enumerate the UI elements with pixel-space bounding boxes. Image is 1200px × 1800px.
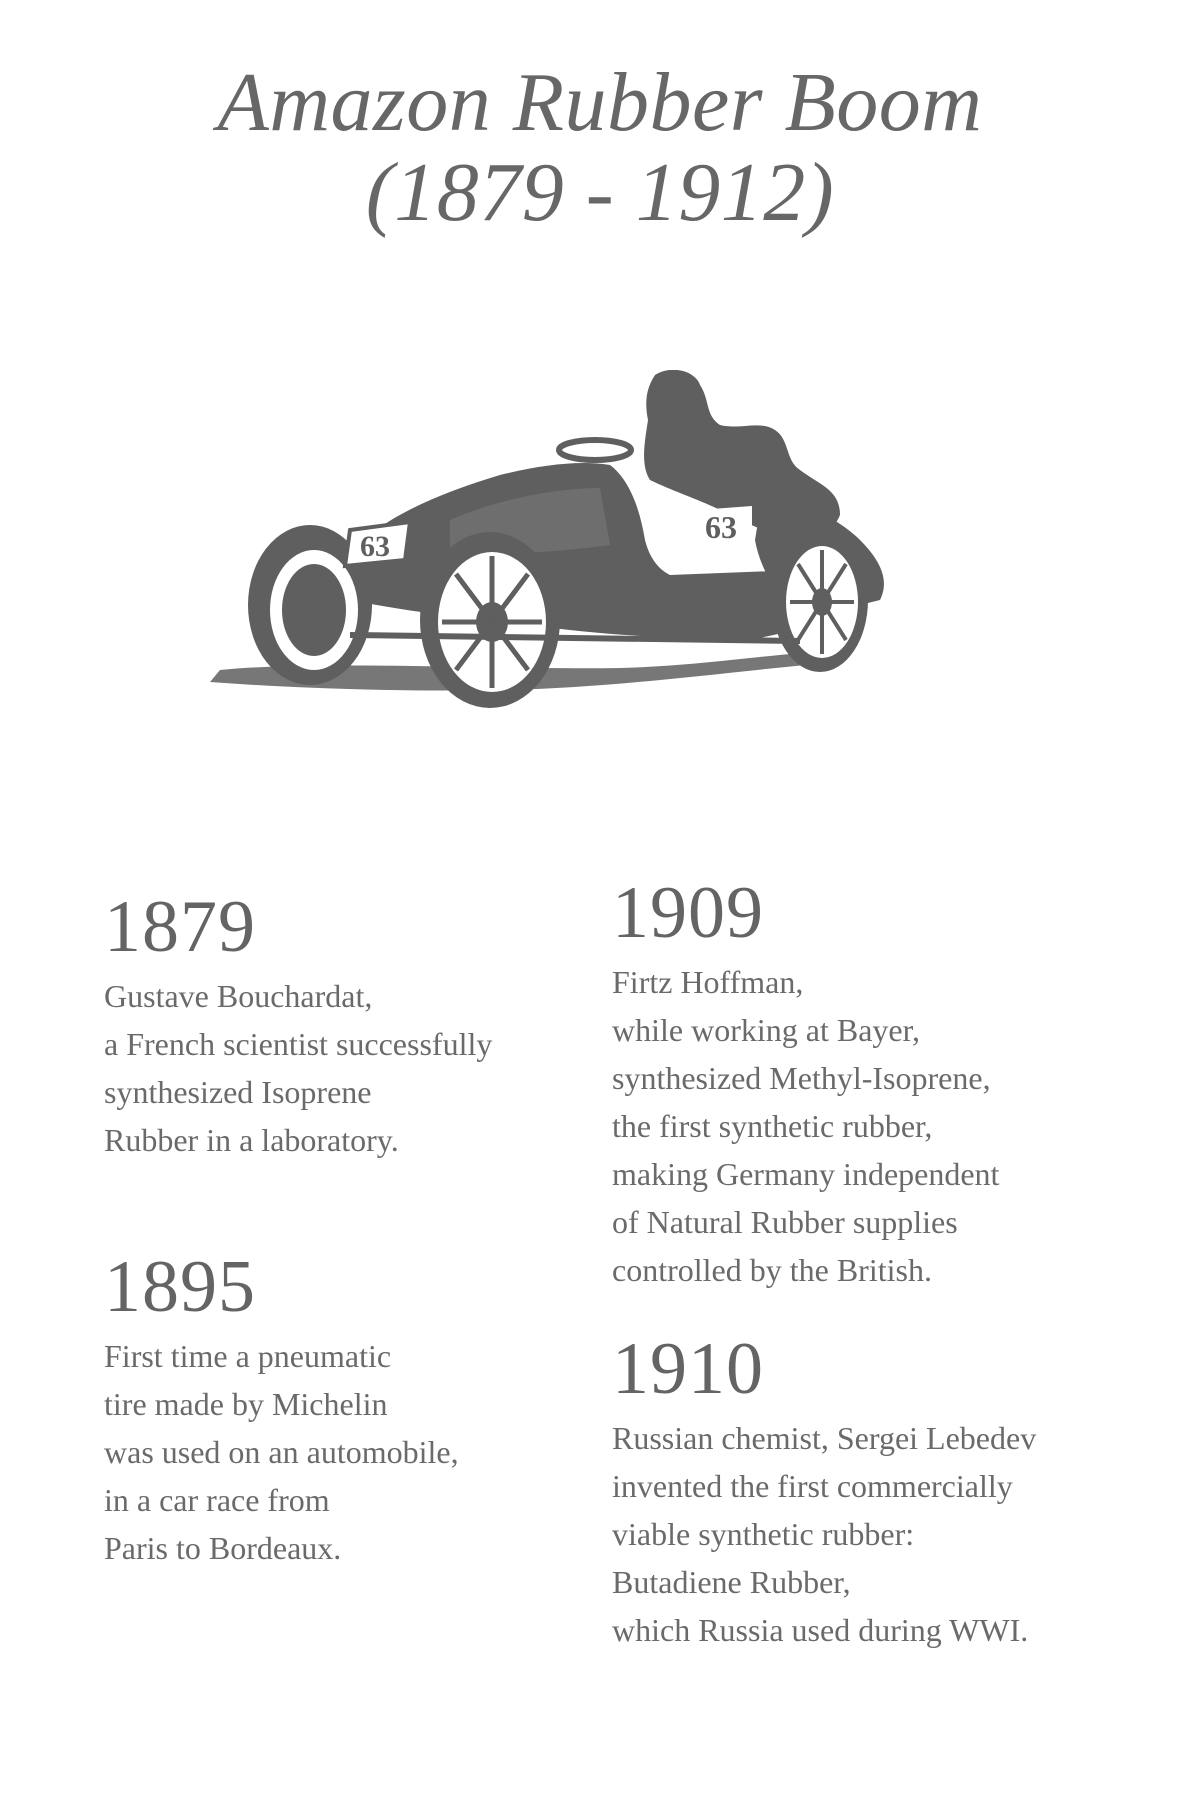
page-title [0, 58, 1200, 238]
entry-year: 1909 [612, 872, 764, 954]
car-number-side: 63 [705, 509, 737, 545]
title-line-1: Amazon Rubber Boom [217, 56, 983, 149]
entry-line: synthesized Isoprene [104, 1074, 372, 1110]
entry-line: Firtz Hoffman, [612, 964, 804, 1000]
entry-year: 1879 [104, 886, 256, 968]
entry-year: 1895 [104, 1246, 256, 1328]
entry-description [104, 1332, 459, 1572]
entry-line: which Russia used during WWI. [612, 1612, 1029, 1648]
vintage-race-car-illustration [200, 370, 1000, 810]
entry-line: Paris to Bordeaux. [104, 1530, 342, 1566]
entry-line: Gustave Bouchardat, [104, 978, 373, 1014]
entry-line: making Germany independent [612, 1156, 1000, 1192]
entry-line: invented the first commercially [612, 1468, 1013, 1504]
entry-description [612, 958, 999, 1294]
entry-line: controlled by the British. [612, 1252, 932, 1288]
entry-description [104, 972, 492, 1164]
entry-line: a French scientist successfully [104, 1026, 493, 1062]
entry-line: viable synthetic rubber: [612, 1516, 915, 1552]
entry-line: First time a pneumatic [104, 1338, 392, 1374]
entry-description [612, 1414, 1036, 1654]
entry-line: Russian chemist, Sergei Lebedev [612, 1420, 1037, 1456]
entry-line: synthesized Methyl-Isoprene, [612, 1060, 991, 1096]
title-line-2: (1879 - 1912) [365, 146, 835, 239]
timeline-entry-1895 [104, 1248, 459, 1572]
timeline-entry-1910 [612, 1330, 1036, 1654]
entry-line: while working at Bayer, [612, 1012, 920, 1048]
timeline-entry-1909 [612, 874, 999, 1294]
entry-line: the first synthetic rubber, [612, 1108, 933, 1144]
entry-line: Rubber in a laboratory. [104, 1122, 399, 1158]
timeline-entry-1879 [104, 888, 492, 1164]
entry-line: was used on an automobile, [104, 1434, 459, 1470]
entry-line: of Natural Rubber supplies [612, 1204, 958, 1240]
car-number-front: 63 [360, 530, 390, 563]
entry-line: Butadiene Rubber, [612, 1564, 851, 1600]
entry-year: 1910 [612, 1328, 764, 1410]
entry-line: tire made by Michelin [104, 1386, 388, 1422]
entry-line: in a car race from [104, 1482, 330, 1518]
